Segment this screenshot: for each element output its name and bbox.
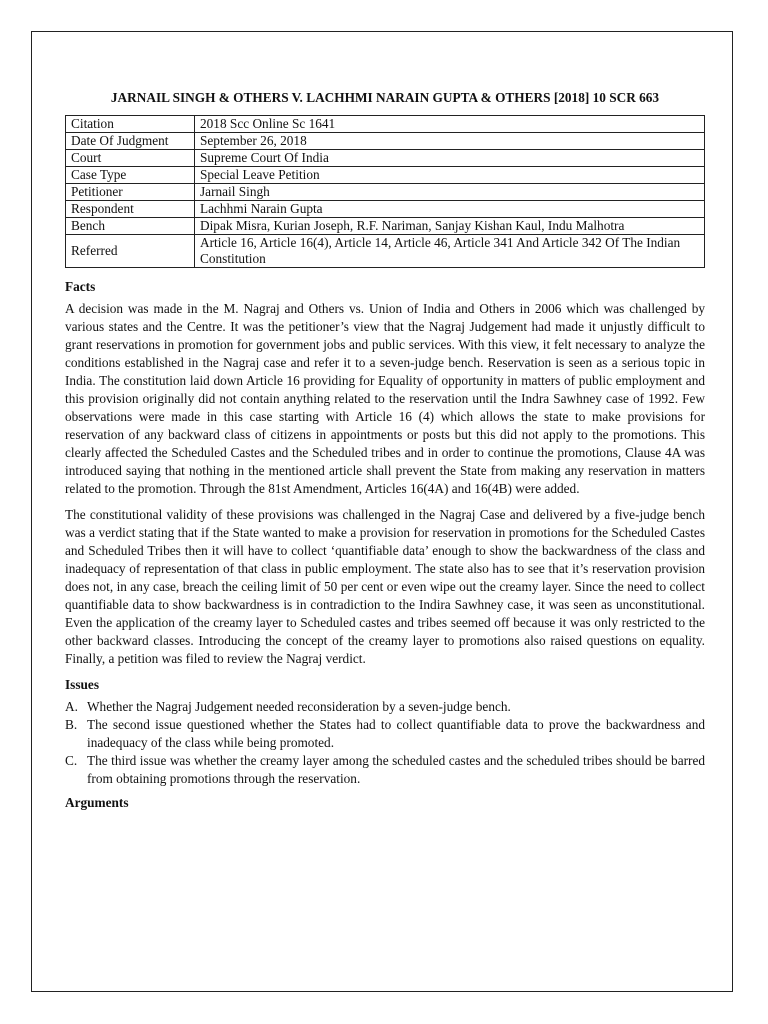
- row-value: Lachhmi Narain Gupta: [195, 201, 705, 218]
- issues-heading: Issues: [65, 677, 99, 692]
- table-row: [66, 184, 705, 201]
- document-content: [65, 89, 705, 816]
- list-text: The third issue was whether the creamy layer among the scheduled castes and the scheduled tribes should be barred from obtaining promotions through the reservation.: [87, 753, 705, 786]
- row-key: Referred: [66, 235, 195, 268]
- list-marker: A.: [65, 699, 78, 714]
- table-row: [66, 133, 705, 150]
- case-details-table: [65, 115, 705, 268]
- list-text: Whether the Nagraj Judgement needed reconsideration by a seven-judge bench.: [87, 699, 511, 714]
- facts-paragraph-2: The constitutional validity of these provisions was challenged in the Nagraj Case and delivered by a five-judge bench was a verdict stating that if the State wanted to make a provision for reservation in promotions for the Scheduled Castes and Scheduled Tribes then it will have to collect ‘quantifiable data’ enough to show the backwardness of the class and inadequacy of representation of that class in public employment. The state also has to see that it’s reservation provision does not, in any case, breach the ceiling limit of 50 per cent or even wipe out the creamy layer. Since the need to collect quantifiable data to show backwardness is in contradiction to the Indira Sawhney case, it was seen as unconstitutional. Even the application of the creamy layer to Scheduled castes and tribes seemed off because it was only restricted to the other backward classes. Introducing the concept of the creamy layer to promotions also raised questions on equality. Finally, a petition was filed to review the Nagraj verdict.: [65, 507, 705, 666]
- arguments-heading: Arguments: [65, 795, 129, 810]
- table-row: [66, 167, 705, 184]
- list-item: [65, 698, 705, 716]
- row-value: Article 16, Article 16(4), Article 14, Article 46, Article 341 And Article 342 Of The Indian Constitution: [195, 235, 705, 268]
- case-title: JARNAIL SINGH & OTHERS V. LACHHMI NARAIN GUPTA & OTHERS [2018] 10 SCR 663: [110, 90, 660, 105]
- issues-list: [65, 698, 705, 788]
- row-key: Date Of Judgment: [66, 133, 195, 150]
- row-value: Supreme Court Of India: [195, 150, 705, 167]
- row-value: 2018 Scc Online Sc 1641: [195, 116, 705, 133]
- list-marker: C.: [65, 753, 78, 768]
- table-row: [66, 116, 705, 133]
- page-border: [31, 31, 733, 992]
- table-row: [66, 218, 705, 235]
- row-value: September 26, 2018: [195, 133, 705, 150]
- row-value: Jarnail Singh: [195, 184, 705, 201]
- row-key: Court: [66, 150, 195, 167]
- row-value: Dipak Misra, Kurian Joseph, R.F. Nariman, Sanjay Kishan Kaul, Indu Malhotra: [195, 218, 705, 235]
- list-item: [65, 752, 705, 788]
- facts-heading: Facts: [65, 279, 96, 294]
- table-row: [66, 150, 705, 167]
- table-row: [66, 201, 705, 218]
- list-text: The second issue questioned whether the States had to collect quantifiable data to prove the backwardness and inadequacy of the class while being promoted.: [87, 717, 705, 750]
- row-value: Special Leave Petition: [195, 167, 705, 184]
- row-key: Petitioner: [66, 184, 195, 201]
- facts-paragraph-1: A decision was made in the M. Nagraj and Others vs. Union of India and Others in 2006 which was challenged by various states and the Centre. It was the petitioner’s view that the Nagraj Judgement had made it unjustly difficult to grant reservations in promotion for government jobs and public services. With this view, it felt necessary to analyze the conditions established in the Nagraj case and refer it to a seven-judge bench. Reservation is seen as a serious topic in India. The constitution laid down Article 16 providing for Equality of opportunity in matters of public employment and this provision originally did not contain anything related to the reservation until the Indra Sawhney case of 1992. Few observations were made in this case starting with Article 16 (4) which allows the state to make provisions for reservation of any backward class of citizens in appointments or posts but this did not apply to the promotions. This clearly affected the Scheduled Castes and the Scheduled tribes and in order to continue the promotions, Clause 4A was introduced saying that nothing in the mentioned article shall prevent the State from making any reservation in matters related to the promotion. Through the 81st Amendment, Articles 16(4A) and 16(4B) were added.: [65, 301, 705, 496]
- list-item: [65, 716, 705, 752]
- list-marker: B.: [65, 717, 78, 732]
- row-key: Citation: [66, 116, 195, 133]
- row-key: Respondent: [66, 201, 195, 218]
- table-row: [66, 235, 705, 268]
- row-key: Bench: [66, 218, 195, 235]
- row-key: Case Type: [66, 167, 195, 184]
